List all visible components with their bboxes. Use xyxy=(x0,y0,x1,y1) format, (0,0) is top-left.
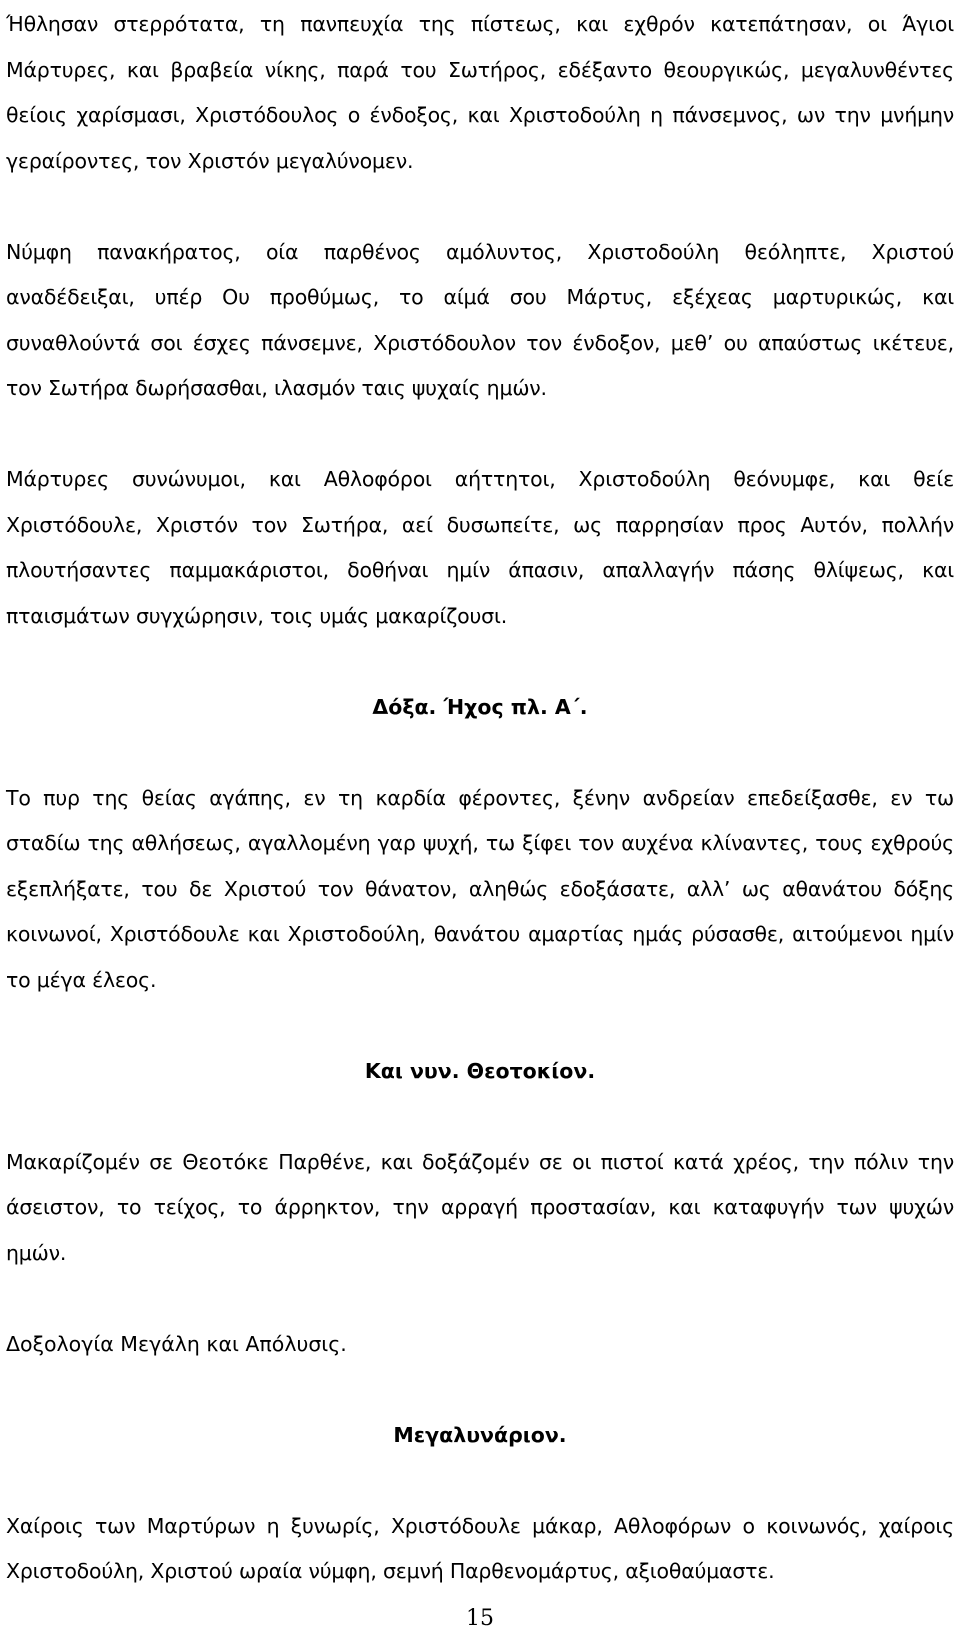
paragraph-spacer xyxy=(6,184,954,230)
paragraph-spacer xyxy=(6,412,954,458)
hymn-paragraph: Χαίροις των Μαρτύρων η ξυνωρίς, Χριστόδουλε μάκαρ, Αθλοφόρων ο κοινωνός, χαίροις Χριστοδούλη, Χριστού ωραία νύμφη, σεμνή Παρθενομάρτυς, αξιοθαύμαστε. xyxy=(6,1513,954,1583)
page-number: 15 xyxy=(466,1606,494,1631)
hymn-paragraph: Μακαρίζομέν σε Θεοτόκε Παρθένε, και δοξάζομέν σε οι πιστοί κατά χρέος, την πόλιν την άσειστον, το τείχος, το άρρηκτον, την αρραγή προστασίαν, και καταφυγήν των ψυχών ημών. xyxy=(6,1149,954,1265)
hymn-paragraph: Μάρτυρες συνώνυμοι, και Αθλοφόροι αήττητοι, Χριστοδούλη θεόνυμφε, και θείε Χριστόδουλε, Χριστόν τον Σωτήρα, αεί δυσωπείτε, ως παρρησίαν προς Αυτόν, πολλήν πλουτήσαντες παμμακάριστοι, δοθήναι ημίν άπασιν, απαλλαγήν πάσης θλίψεως, και πταισμάτων συγχώρησιν, τοις υμάς μακαρίζουσι. xyxy=(6,467,954,628)
paragraph-spacer xyxy=(6,1003,954,1049)
section-heading-theotokion: Και νυν. Θεοτοκίον. xyxy=(364,1058,596,1083)
section-heading-megalynarion: Μεγαλυνάριον. xyxy=(393,1422,567,1447)
paragraph-spacer xyxy=(6,639,954,685)
hymn-paragraph: Το πυρ της θείας αγάπης, εν τη καρδία φέροντες, ξένην ανδρείαν επεδείξασθε, εν τω σταδίω της αθλήσεως, αγαλλομένη γαρ ψυχή, τω ξίφει τον αυχένα κλίναντες, τους εχθρούς εξεπλήξατε, του δε Χριστού τον θάνατον, αληθώς εδοξάσατε, αλλ’ ως αθανάτου δόξης κοινωνοί, Χριστόδουλε και Χριστοδούλη, θανάτου αμαρτίας ημάς ρύσασθε, αιτούμενοι ημίν το μέγα έλεος. xyxy=(6,785,954,992)
paragraph-spacer xyxy=(6,1276,954,1322)
paragraph-spacer xyxy=(6,1458,954,1504)
hymn-paragraph: Ήθλησαν στερρότατα, τη πανπευχία της πίστεως, και εχθρόν κατεπάτησαν, οι Άγιοι Μάρτυρες, και βραβεία νίκης, παρά του Σωτήρος, εδέξαντο θεουργικώς, μεγαλυνθέντες θείοις χαρίσμασι, Χριστόδουλος ο ένδοξος, και Χριστοδούλη η πάνσεμνος, ων την μνήμην γεραίροντες, τον Χριστόν μεγαλύνομεν. xyxy=(6,12,954,173)
paragraph-spacer xyxy=(6,1367,954,1413)
document-page xyxy=(6,2,954,1595)
paragraph-spacer xyxy=(6,730,954,776)
section-heading-doxa: Δόξα. Ήχος πλ. Α΄. xyxy=(372,694,588,719)
paragraph-spacer xyxy=(6,1094,954,1140)
hymn-paragraph: Νύμφη πανακήρατος, οία παρθένος αμόλυντος, Χριστοδούλη θεόληπτε, Χριστού αναδέδειξαι, υπέρ Ου προθύμως, το αίμά σου Μάρτυς, εξέχεας μαρτυρικώς, και συναθλούντά σοι έσχες πάνσεμνε, Χριστόδουλον τον ένδοξον, μεθ’ ου απαύστως ικέτευε, τον Σωτήρα δωρήσασθαι, ιλασμόν ταις ψυχαίς ημών. xyxy=(6,239,954,400)
doxologia-line: Δοξολογία Μεγάλη και Απόλυσις. xyxy=(6,1331,347,1356)
